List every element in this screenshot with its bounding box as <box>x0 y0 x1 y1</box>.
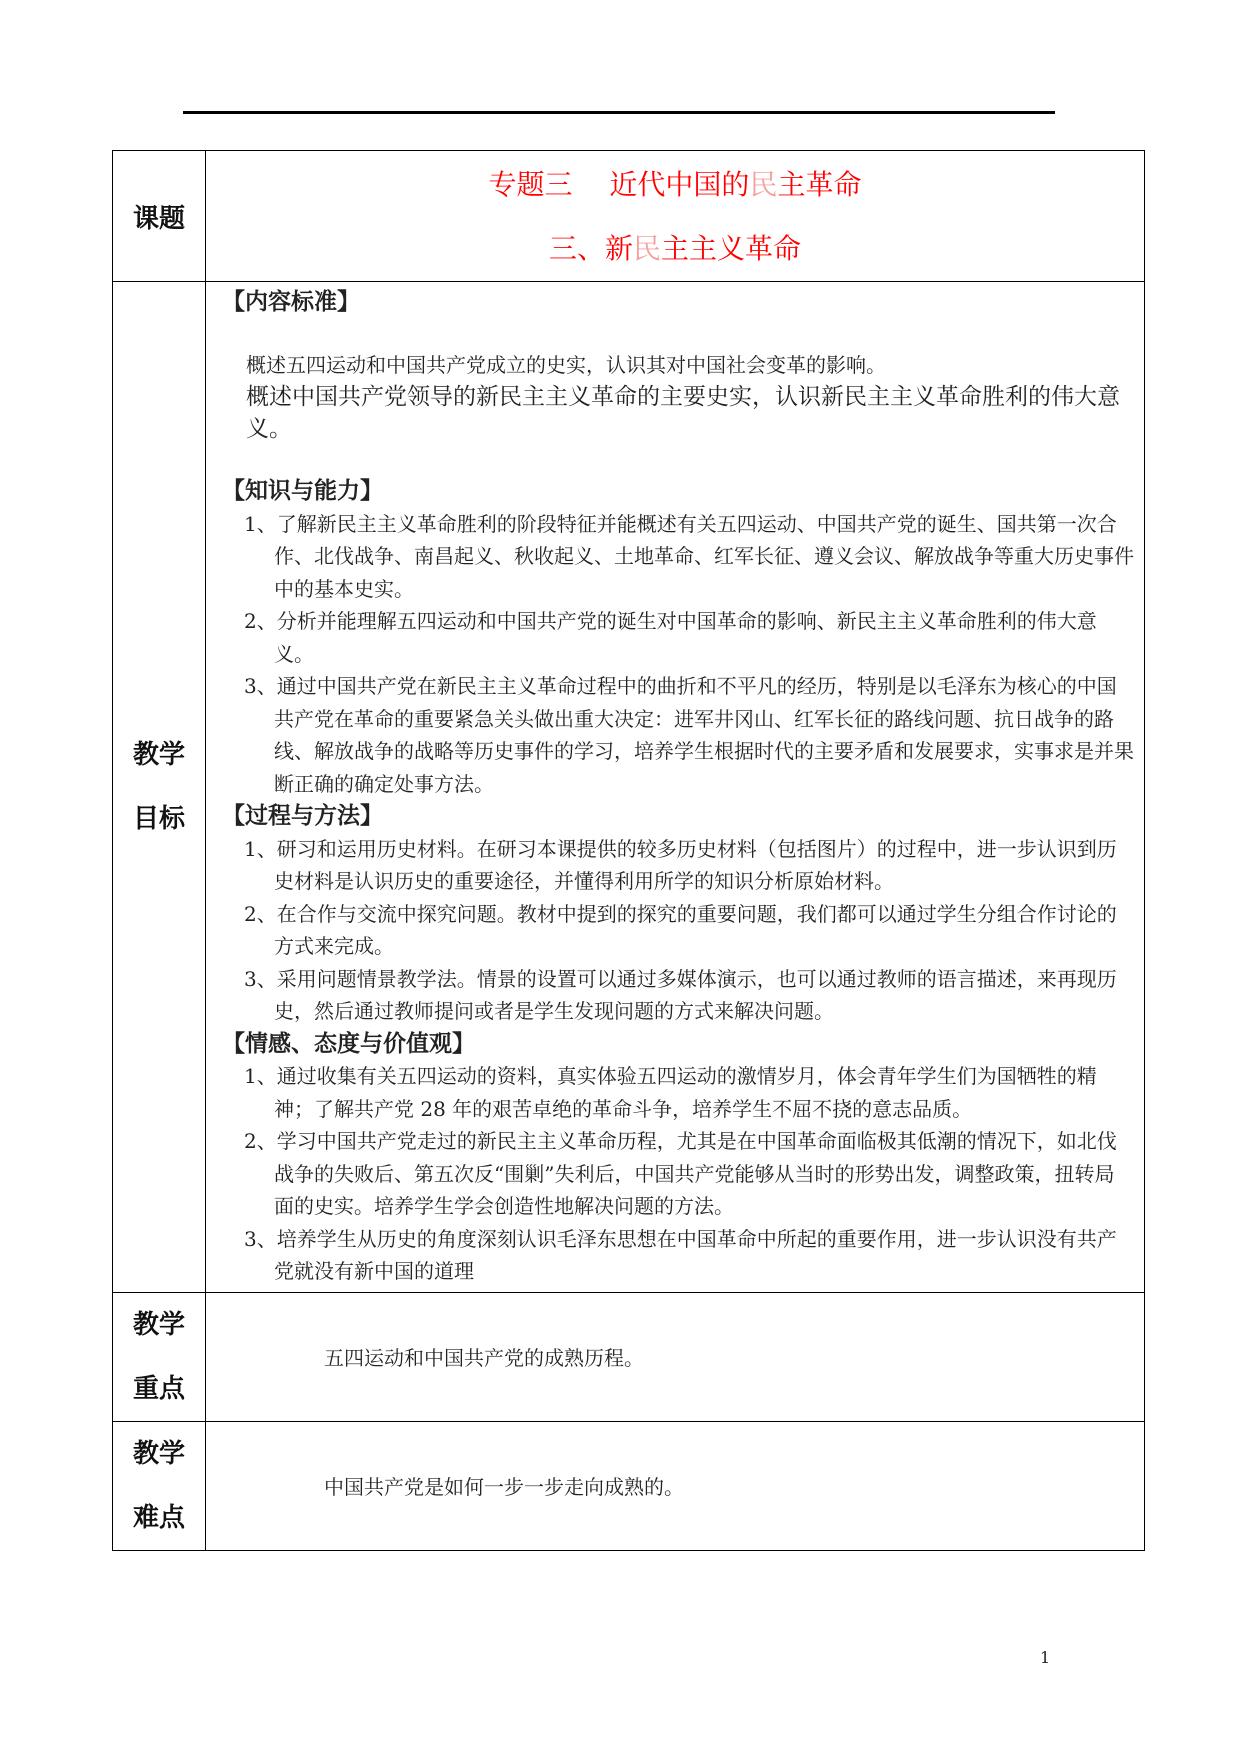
knowledge-item: 1、了解新民主主义革命胜利的阶段特征并能概述有关五四运动、中国共产党的诞生、国共第一次合作、北伐战争、南昌起义、秋收起义、土地革命、红军长征、遵义会议、解放战争等重大历史事件中的基本史实。 <box>244 511 1134 601</box>
row-title <box>113 151 1145 282</box>
difficulty-label-1: 教学 <box>132 1438 185 1469</box>
knowledge-heading: 【知识与能力】 <box>222 478 383 504</box>
process-heading: 【过程与方法】 <box>222 803 383 829</box>
lesson-title-a: 三、新 <box>548 232 633 265</box>
emotion-item: 2、学习中国共产党走过的新民主主义革命历程，尤其是在中国革命面临极其低潮的情况下，如北伐战争的失败后、第五次反“围剿”失利后，中国共产党能够从当时的形势出发，调整政策，扭转局面的史实。培养学生学会创造性地解决问题的方法。 <box>244 1129 1117 1218</box>
standard-line: 概述五四运动和中国共产党成立的史实，认识其对中国社会变革的影响。 <box>246 352 886 377</box>
knowledge-item: 2、分析并能理解五四运动和中国共产党的诞生对中国革命的影响、新民主主义革命胜利的伟大意义。 <box>244 609 1097 666</box>
row-key-points <box>113 1292 1145 1421</box>
goals-label <box>113 282 206 1293</box>
process-item: 3、采用问题情景教学法。情景的设置可以通过多媒体演示，也可以通过教师的语言描述，来再现历史，然后通过教师提问或者是学生发现问题的方式来解决问题。 <box>244 966 1117 1023</box>
title-label: 课题 <box>113 151 206 282</box>
goals-cell <box>206 282 1145 1293</box>
topic-title <box>206 153 1144 217</box>
lesson-plan-table <box>112 150 1145 1551</box>
page-number: 1 <box>1040 1648 1051 1667</box>
emotion-heading: 【情感、态度与价值观】 <box>222 1030 475 1057</box>
row-difficulties <box>113 1421 1145 1550</box>
standard-heading: 【内容标准】 <box>222 289 360 315</box>
process-item: 1、研习和运用历史材料。在研习本课提供的较多历史材料（包括图片）的过程中，进一步认识到历史材料是认识历史的重要途径，并懂得利用所学的知识分析原始材料。 <box>244 836 1117 893</box>
goals-label-2: 目标 <box>132 803 185 834</box>
goals-label-1: 教学 <box>132 739 185 770</box>
emotion-item: 3、培养学生从历史的角度深刻认识毛泽东思想在中国革命中所起的重要作用，进一步认识没有共产党就没有新中国的道理 <box>244 1226 1117 1283</box>
header-rule <box>183 111 1055 114</box>
difficulty-label-2: 难点 <box>132 1502 185 1533</box>
knowledge-item: 3、通过中国共产党在新民主主义革命过程中的曲折和不平凡的经历，特别是以毛泽东为核心的中国共产党在革命的重要紧急关头做出重大决定：进军井冈山、红军长征的路线问题、抗日战争的路线、解放战争的战略等历史事件的学习，培养学生根据时代的主要矛盾和发展要求，实事求是并果断正确的确定处事方法。 <box>244 674 1134 796</box>
key-text: 五四运动和中国共产党的成熟历程。 <box>206 1292 1145 1421</box>
process-item: 2、在合作与交流中探究问题。教材中提到的探究的重要问题，我们都可以通过学生分组合作讨论的方式来完成。 <box>244 901 1117 958</box>
key-label <box>113 1292 206 1421</box>
emotion-item: 1、通过收集有关五四运动的资料，真实体验五四运动的激情岁月，体会青年学生们为国牺牲的精神；了解共产党 28 年的艰苦卓绝的革命斗争，培养学生不屈不挠的意志品质。 <box>244 1064 1097 1121</box>
lesson-title <box>206 217 1144 281</box>
topic-title-c: 主革命 <box>777 168 862 201</box>
lesson-title-b: 民 <box>632 232 661 265</box>
difficulty-text: 中国共产党是如何一步一步走向成熟的。 <box>206 1421 1145 1550</box>
row-goals <box>113 282 1145 1293</box>
difficulty-label <box>113 1421 206 1550</box>
topic-title-b: 民 <box>749 168 778 201</box>
standard-line: 概述中国共产党领导的新民主主义革命的主要史实，认识新民主主义革命胜利的伟大意义。 <box>246 384 1120 442</box>
key-label-1: 教学 <box>132 1309 185 1340</box>
lesson-title-c: 主主义革命 <box>661 232 802 265</box>
topic-title-a: 专题三 近代中国的 <box>488 168 750 201</box>
key-label-2: 重点 <box>132 1373 185 1404</box>
title-cell <box>206 151 1145 282</box>
